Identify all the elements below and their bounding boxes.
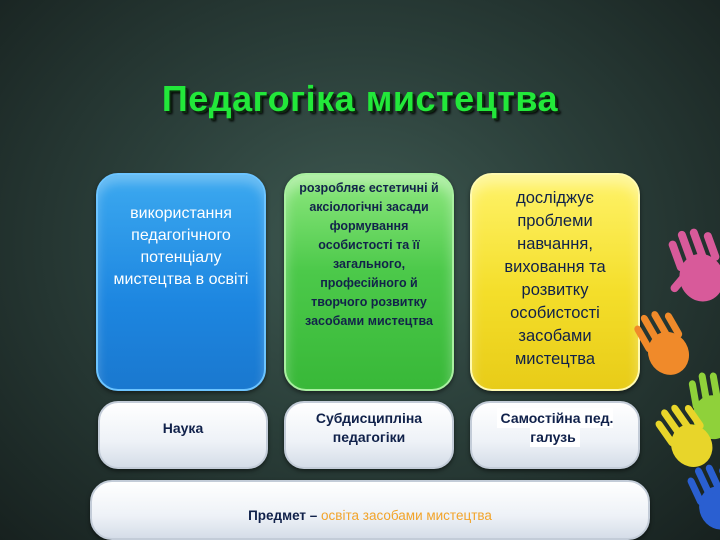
subject-accent: освіта засобами мистецтва: [321, 508, 492, 523]
card-independent-field-text: досліджує проблеми навчання, виховання та розвитку особистості засобами мистецтва: [504, 189, 606, 368]
label-science: [98, 401, 268, 469]
subject-lead: Предмет –: [248, 508, 322, 523]
label-subdiscipline-text: Субдисципліна педагогіки: [315, 410, 423, 445]
card-subdiscipline: [284, 173, 454, 391]
colorful-hands-decoration: [590, 225, 720, 540]
label-subdiscipline: [284, 401, 454, 469]
orange-hand-icon: [628, 303, 698, 383]
label-science-text: Наука: [162, 420, 204, 436]
blue-hand-icon: [682, 457, 720, 536]
subject-banner: [90, 480, 650, 540]
card-subdiscipline-text: розробляє естетичні й аксіологічні засади формування особистості та її загального, професійного й творчого розвитку засобами мистецтва: [299, 181, 439, 328]
slide-title: Педагогіка мистецтва: [161, 78, 559, 119]
label-independent-field-text: Самостійна пед. галузь: [497, 408, 614, 447]
card-science: [96, 173, 266, 391]
card-science-text: використання педагогічного потенціалу мистецтва в освіті: [113, 205, 249, 288]
pink-hand-icon: [652, 225, 720, 312]
